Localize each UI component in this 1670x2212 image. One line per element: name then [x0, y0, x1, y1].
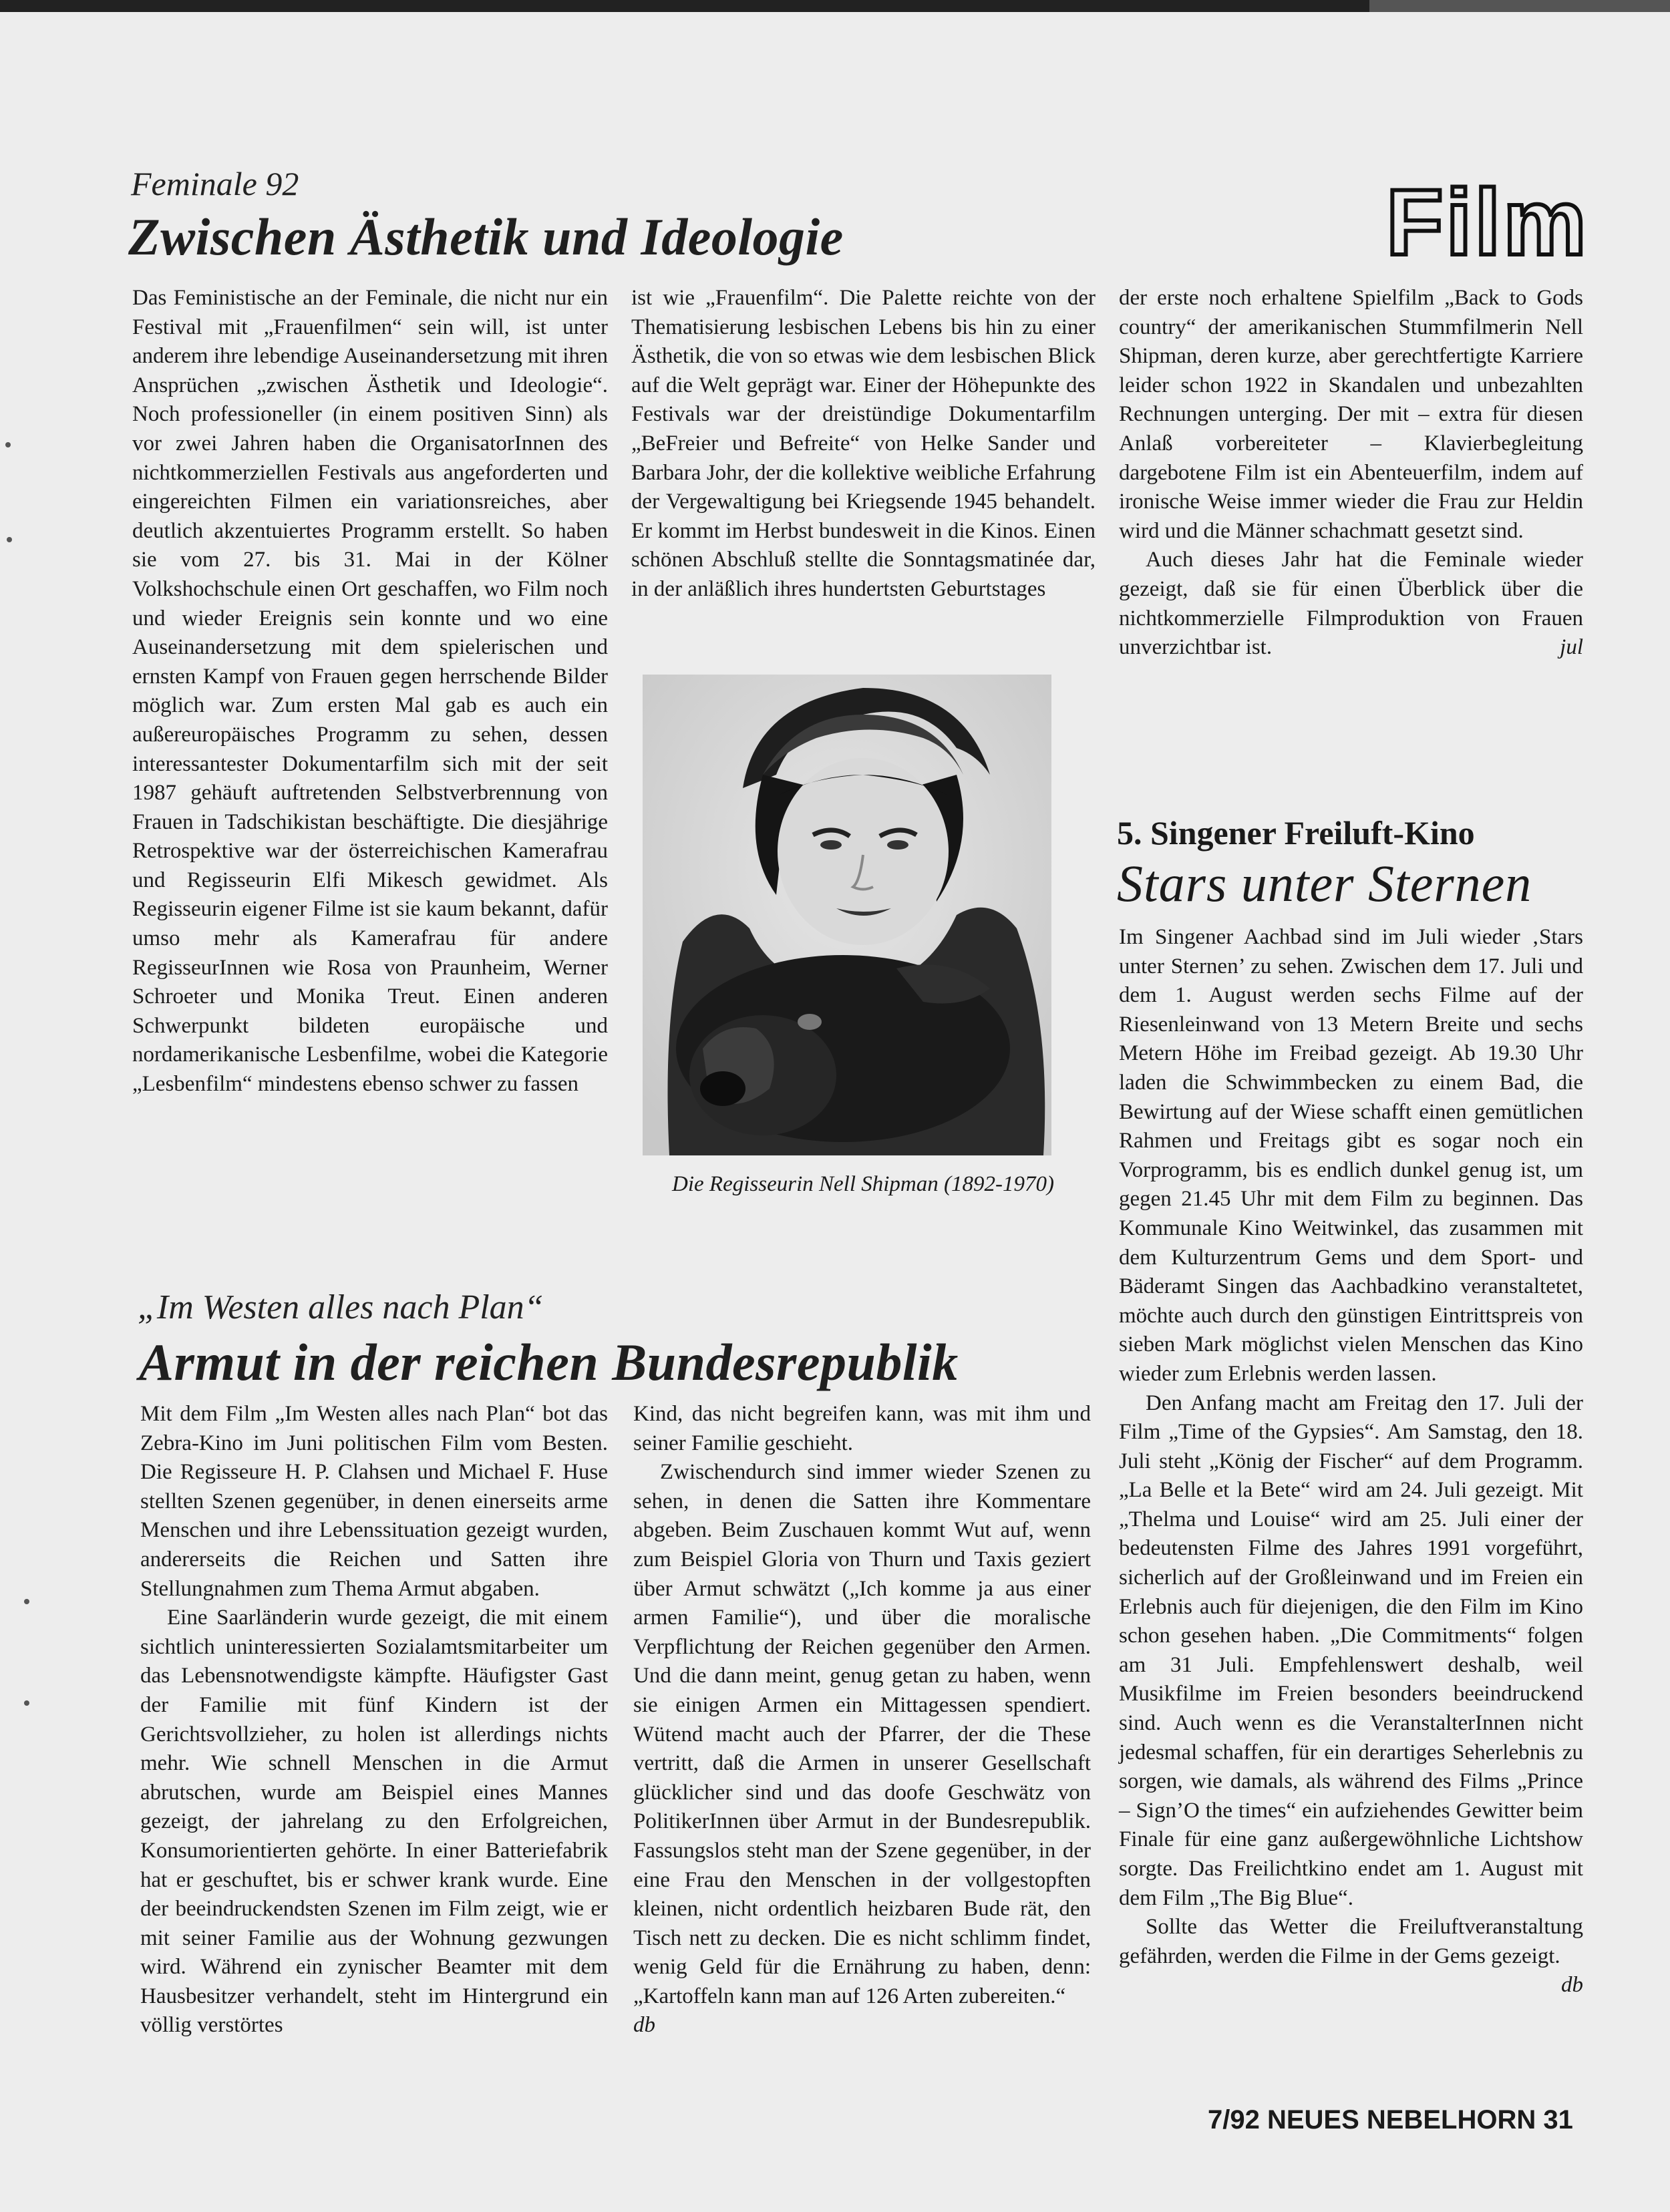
page-footer: 7/92 NEUES NEBELHORN 31 — [1208, 2105, 1573, 2135]
article1-paragraph: Das Feministische an der Feminale, die nicht nur ein Festival mit „Frauenfilmen“ sein will, ist unter anderem ihre lebendige Auseinandersetzung mit ihren Ansprüchen „zwischen Ästhetik und Ideologie“. Noch professioneller (in einem positiven Sinn) als vor zwei Jahren haben die OrganisatorInnen des nichtkommerziellen Festivals aus angeforderten und eingereichten Filmen ein variationsreiches, aber deutlich akzentuiertes Programm erstellt. So haben sie vom 27. bis 31. Mai in der Kölner Volkshochschule einen Ort geschaffen, wo Film noch und wieder Ereignis sein konnte und wo eine Auseinandersetzung mit dem spielerischen und ernsten Kampf von Frauen gegen herrschende Bilder möglich war. Zum ersten Mal gab es auch ein außereuropäisches Programm zu sehen, dessen interessantester Dokumentarfilm sich mit der seit 1987 gehäuft auftretenden Selbstverbrennung von Frauen in Tadschikistan beschäftigte. Die diesjährige Retrospektive war der österreichischen Kamerafrau und Regisseurin Elfi Mikesch gewidmet. Als Regisseurin eigener Filme ist sie kaum bekannt, dafür umso mehr als Kamerafrau für andere RegisseurInnen wie Rosa von Praunheim, Werner Schroeter und Monika Treut. Einen anderen Schwerpunkt bildeten europäische und nordamerikanische Lesbenfilme, wobei die Kategorie „Lesbenfilm“ mindestens ebenso schwer zu fassen — [132, 286, 608, 1097]
nell-shipman-photo — [643, 675, 1051, 1155]
article1-paragraph: ist wie „Frauenfilm“. Die Palette reichte von der Thematisierung lesbischen Lebens bis hin zu einer Ästhetik, die von so etwas wie dem lesbischen Blick auf die Welt geprägt war. Einer der Höhepunkte des Festivals war der dreistündige Dokumentarfilm „BeFreier und Befreite“ von Helke Sander und Barbara Johr, der die kollektive weibliche Erfahrung der Vergewaltigung bei Kriegsende 1945 behandelt. Er kommt im Herbst bundesweit in die Kinos. Einen schönen Abschluß stellte die Sonntagsmatinée dar, in der anläßlich ihres hundertsten Geburtstages — [631, 286, 1096, 601]
article2-headline: Armut in der reichen Bundesrepublik — [139, 1333, 959, 1391]
scan-mark — [24, 1599, 29, 1604]
article1-kicker: Feminale 92 — [131, 165, 299, 202]
article1-paragraph — [1119, 546, 1583, 662]
article1-column-3 — [1119, 284, 1583, 663]
article3-closing-text: Sollte das Wetter die Freiluftveranstaltung gefährden, werden die Filme in der Gems gezeigt. — [1119, 1915, 1583, 1968]
article1-column-2 — [631, 284, 1096, 604]
article3-paragraph: Im Singener Aachbad sind im Juli wieder ‚Stars unter Sternen’ zu sehen. Zwischen dem 17. Juli und dem 1. August werden sechs Filme auf der Riesenleinwand von 13 Metern Breite und sechs Metern Höhe im Freibad gezeigt. Ab 19.30 Uhr laden die Schwimmbecken zu einem Bad, die Bewirtung auf der Wiese schafft einen gemütlichen Rahmen und Freitags gibt es sogar noch ein Vorprogramm, bis es endlich dunkel genug ist, um gegen 21.45 Uhr mit dem Film zu beginnen. Das Kommunale Kino Weitwinkel, das zusammen mit dem Kulturzentrum Gems und dem Sport- und Bäderamt Singen das Aachbadkino veranstaltetet, möchte auch durch den günstigen Eintrittspreis von sieben Mark möglichst vielen Menschen das Kino wieder zum Erlebnis werden lassen. — [1119, 925, 1583, 1386]
scan-mark — [7, 537, 12, 542]
article2-signature: db — [633, 2013, 655, 2038]
article2-paragraph: Mit dem Film „Im Westen alles nach Plan“ bot das Zebra-Kino im Juni politischen Film vom Besten. Die Regisseure H. P. Clahsen und Michael F. Huse stellten Szenen gegenüber, in denen einerseits arme Menschen und ihre Lebenssituation gezeigt wurden, andererseits die Reichen und Satten ihre Stellungnahmen zum Thema Armut abgaben. — [140, 1402, 608, 1601]
article2-kicker: „Im Westen alles nach Plan“ — [138, 1288, 544, 1326]
article3-signature: db — [1561, 1973, 1583, 1998]
article1-column-1 — [132, 284, 608, 1099]
article2-paragraph: Zwischendurch sind immer wieder Szenen zu sehen, in denen die Satten ihre Kommentare abgeben. Beim Zuschauen kommt Wut auf, wenn zum Beispiel Gloria von Thurn und Taxis geziert über Armut schwätzt („Ich komme ja aus einer armen Familie“), und über die moralische Verpflichtung der Reichen gegenüber den Armen. Und die dann meint, genug getan zu haben, wenn sie einigen Armen ein Mittagessen spendiert. Wütend macht auch der Pfarrer, der die These vertritt, daß die Armen in unserer Gesellschaft glücklicher sind und das doofe Geschwätz von PolitikerInnen über Armut in der Bundesrepublik. Fassungslos steht man der Szene gegenüber, in der eine Frau den Menschen in der vollgestopften kleinen, nicht ordentlich heizbaren Bude rät, den Tisch nett zu decken. Die es nicht schlimm findet, wenig Geld für die Ernährung zu haben, denn: „Kartoffeln kann man auf 126 Arten zubereiten.“ — [633, 1460, 1091, 2008]
article2-column-2 — [633, 1400, 1091, 2040]
article3-paragraph — [1119, 1913, 1583, 1998]
article3-headline: Stars unter Sternen — [1117, 854, 1532, 912]
page-top-edge — [0, 0, 1670, 12]
article1-closing-text: Auch dieses Jahr hat die Feminale wieder gezeigt, daß sie für einen Überblick über die nichtkommerzielle Filmproduktion von Frauen unverzichtbar ist. — [1119, 548, 1583, 660]
article1-paragraph: der erste noch erhaltene Spielfilm „Back to Gods country“ der amerikanischen Stummfilmerin Nell Shipman, deren kurze, aber gerechtfertigte Karriere leider schon 1922 in Skandalen und unbezahlten Rechnungen unterging. Der mit – extra für diesen Anlaß vorbereiteter – Klavierbegleitung dargebotene Film ist ein Abenteuerfilm, indem auf ironische Weise immer wieder die Frau zur Heldin wird und die Männer schachmatt gesetzt sind. — [1119, 286, 1583, 543]
photo-caption: Die Regisseurin Nell Shipman (1892-1970) — [672, 1172, 1054, 1196]
scan-mark — [24, 1700, 29, 1706]
article3-kicker: 5. Singener Freiluft-Kino — [1117, 814, 1475, 852]
scan-mark — [5, 442, 11, 447]
photo-illustration — [643, 675, 1051, 1155]
article2-column-1 — [140, 1400, 608, 2040]
article2-paragraph: Eine Saarländerin wurde gezeigt, die mit einem sichtlich uninteressierten Sozialamtsmitarbeiter um das Lebensnotwendigste kämpfte. Häufigster Gast der Familie mit fünf Kindern ist der Gerichtsvollzieher, zu holen ist allerdings nichts mehr. Wie schnell Menschen in die Armut abrutschen, wurde am Beispiel eines Mannes gezeigt, der jahrelang zu den Erfolgreichen, Konsumorientierten gehörte. In einer Batteriefabrik hat er geschuftet, bis er schwer krank wurde. Eine der beeindruckendsten Szenen im Film zeigt, wie er mit seiner Familie aus der Wohnung gezwungen wird. Während ein zynischer Beamter mit dem Hausbesitzer verhandelt, steht im Hintergrund ein völlig verstörtes — [140, 1606, 608, 2038]
article3-paragraph: Den Anfang macht am Freitag den 17. Juli der Film „Time of the Gypsies“. Am Samstag, den 18. Juli steht „König der Fischer“ auf dem Programm. „La Belle et la Bete“ wird am 24. Juli gezeigt. Mit „Thelma und Louise“ wird am 25. Juli einer der bedeutensten Filme des Jahres 1991 vorgeführt, sicherlich auf der Großleinwand und im Freien ein Erlebnis auch für diejenigen, die den Film im Kino schon gesehen haben. „Die Commitments“ folgen am 31 Juli. Empfehlenswert deshalb, weil Musikfilme im Freien besonders beeindruckend sind. Auch wenn es die VeranstalterInnen nicht jedesmal schaffen, für ein derartiges Seherlebnis zu sorgen, wie damals, als während des Films „Prince – Sign’O the times“ ein aufziehendes Gewitter beim Finale für eine ganz außergewöhnliche Lichtshow sorgte. Das Freilichtkino endet am 1. August mit dem Film „The Big Blue“. — [1119, 1391, 1583, 1910]
article2-paragraph: Kind, das nicht begreifen kann, was mit ihm und seiner Familie geschieht. — [633, 1402, 1091, 1455]
article3-column — [1119, 923, 1583, 2000]
article1-signature: jul — [1560, 635, 1583, 660]
article1-headline: Zwischen Ästhetik und Ideologie — [128, 208, 844, 266]
section-label: Film — [1386, 170, 1589, 274]
